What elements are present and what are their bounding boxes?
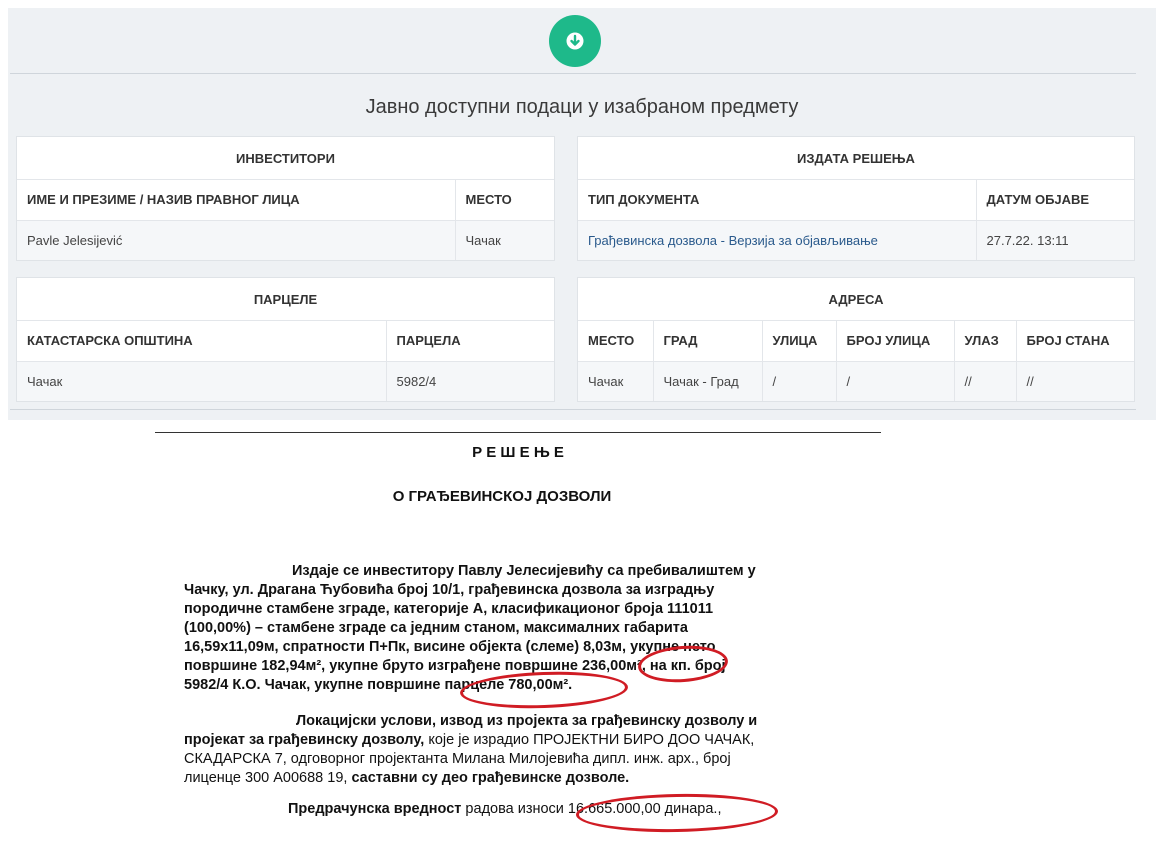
paragraph-text: радова износи 16.665.000,00 динара., bbox=[461, 801, 722, 817]
address-heading: АДРЕСА bbox=[578, 278, 1134, 321]
parcels-table bbox=[17, 321, 554, 401]
column-header-entrance: УЛАЗ bbox=[954, 321, 1016, 361]
column-header-doc-type: ТИП ДОКУМЕНТА bbox=[578, 180, 976, 220]
address-city: Чачак - Град bbox=[653, 361, 762, 401]
table-row bbox=[17, 361, 554, 401]
column-header-publish-date: ДАТУМ ОБЈАВЕ bbox=[976, 180, 1134, 220]
address-entrance: // bbox=[954, 361, 1016, 401]
paragraph-line: Локацијски услови, извод из пројекта за грађевинску дозволу и bbox=[296, 713, 758, 729]
document-top-rule bbox=[155, 432, 881, 433]
paragraph-bold: пројекат за грађевинску дозволу, bbox=[184, 732, 425, 748]
paragraph-text: које је израдио ПРОЈЕКТНИ БИРО ДОО ЧАЧАК, bbox=[424, 732, 755, 748]
decisions-heading: ИЗДАТА РЕШЕЊА bbox=[578, 137, 1134, 180]
address-place: Чачак bbox=[578, 361, 653, 401]
page-title: Јавно доступни подаци у изабраном предмету bbox=[365, 96, 799, 118]
investors-card bbox=[16, 136, 555, 261]
divider bbox=[10, 73, 1136, 74]
column-header-parcel: ПАРЦЕЛА bbox=[386, 321, 554, 361]
decisions-table bbox=[578, 180, 1134, 260]
arrow-down-icon bbox=[566, 32, 584, 50]
paragraph-bold: Предрачунска вредност bbox=[288, 801, 462, 817]
publish-date: 27.7.22. 13:11 bbox=[976, 220, 1134, 260]
document-link[interactable]: Грађевинска дозвола - Верзија за објављивање bbox=[588, 232, 878, 248]
address-street: / bbox=[762, 361, 836, 401]
address-table bbox=[578, 321, 1134, 401]
paragraph-line: породичне стамбене зграде, категорије А, класификационог броја 111011 bbox=[184, 601, 714, 617]
parcels-heading: ПАРЦЕЛЕ bbox=[17, 278, 554, 321]
column-header-cadastral: КАТАСТАРСКА ОПШТИНА bbox=[17, 321, 386, 361]
paragraph-line: Чачку, ул. Драгана Ћубовића број 10/1, грађевинска дозвола за изградњу bbox=[184, 582, 715, 598]
address-street-number: / bbox=[836, 361, 954, 401]
paragraph-text: лиценце 300 А00688 19, bbox=[184, 770, 352, 786]
column-header-place: МЕСТО bbox=[578, 321, 653, 361]
column-header-name: ИМЕ И ПРЕЗИМЕ / НАЗИВ ПРАВНОГ ЛИЦА bbox=[17, 180, 455, 220]
doc-type-cell bbox=[578, 220, 976, 260]
table-row bbox=[578, 220, 1134, 260]
download-button[interactable] bbox=[549, 15, 601, 67]
paragraph-line: Издаје се инвеститору Павлу Јелесијевићу са пребивалиштем у bbox=[292, 563, 756, 579]
investors-table bbox=[17, 180, 554, 260]
address-card bbox=[577, 277, 1135, 402]
cadastral-municipality: Чачак bbox=[17, 361, 386, 401]
column-header-apartment: БРОЈ СТАНА bbox=[1016, 321, 1134, 361]
document-scan bbox=[0, 420, 1161, 841]
investors-heading: ИНВЕСТИТОРИ bbox=[17, 137, 554, 180]
highlight-ellipse-estimated-value bbox=[576, 792, 779, 834]
document-subtitle: О ГРАЂЕВИНСКОЈ ДОЗВОЛИ bbox=[392, 488, 612, 505]
address-apartment: // bbox=[1016, 361, 1134, 401]
investor-name: Pavle Jelesijević bbox=[17, 220, 455, 260]
column-header-city: ГРАД bbox=[653, 321, 762, 361]
column-header-place: МЕСТО bbox=[455, 180, 554, 220]
decisions-card bbox=[577, 136, 1135, 261]
paragraph-line: 5982/4 К.О. Чачак, укупне површине парцеле 780,00м². bbox=[184, 677, 573, 693]
parcel-number: 5982/4 bbox=[386, 361, 554, 401]
document-paragraph-2 bbox=[184, 712, 820, 788]
parcels-card bbox=[16, 277, 555, 402]
paragraph-line: 16,59x11,09м, спратности П+Пк, висине објекта (слеме) 8,03м, укупне нето bbox=[184, 639, 716, 655]
paragraph-bold: саставни су део грађевинске дозволе. bbox=[351, 770, 630, 786]
column-header-street: УЛИЦА bbox=[762, 321, 836, 361]
document-title: Р Е Ш Е Њ Е bbox=[472, 444, 564, 461]
investor-place: Чачак bbox=[455, 220, 554, 260]
table-row bbox=[578, 361, 1134, 401]
paragraph-line: СКАДАРСКА 7, одговорног пројектанта Милана Милојевића дипл. инж. арх., број bbox=[184, 751, 731, 767]
paragraph-line: површине 182,94м², укупне бруто изграђене површине 236,00м², на кп. број bbox=[184, 658, 726, 674]
table-row bbox=[17, 220, 554, 260]
paragraph-line: (100,00%) – стамбене зграде са једним станом, максималних габарита bbox=[184, 620, 688, 636]
column-header-street-number: БРОЈ УЛИЦА bbox=[836, 321, 954, 361]
divider bbox=[10, 409, 1136, 410]
